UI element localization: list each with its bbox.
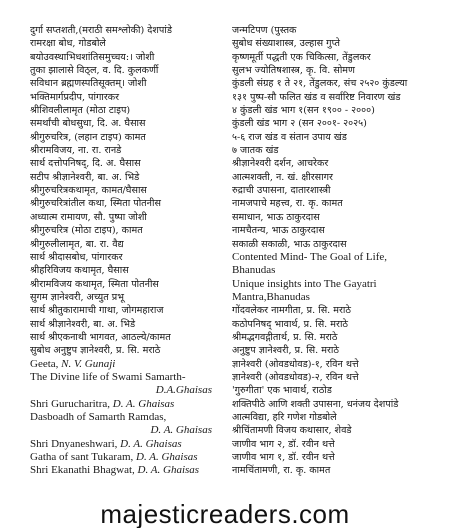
book-entry: ज्ञानेश्वरी (ओवडधोवड)-२, रविन थत्ते bbox=[232, 371, 359, 383]
book-entry: श्रीचिंतामणी विजय कथासार, शेवडे bbox=[232, 425, 352, 437]
book-entry: ५-६ राज खंड व संतान उपाय खंड bbox=[232, 131, 347, 143]
book-entry: Gatha of sant Tukaram, D. A. Ghaisas bbox=[30, 451, 198, 463]
book-entry: सटीप श्रीज्ञानेश्वरी, बा. अ. भिडे bbox=[30, 171, 140, 183]
book-entry: जाणीव भाग २, डॉ. रवीन थत्ते bbox=[232, 438, 335, 450]
right-column bbox=[232, 24, 444, 478]
book-entry: बयोउवस्थाभिधशांतिसमुच्चय:। जोशी bbox=[30, 51, 155, 63]
book-entry: कुंडली खंड भाग २ (सन २००१- २०२५) bbox=[232, 118, 367, 130]
book-entry: ४ कुंडली खंड भाग १(सन १९०० - २०००) bbox=[232, 105, 375, 117]
book-entry: श्रीरामविजय कथामृत, स्मिता पोतनीस bbox=[30, 278, 159, 290]
book-entry: Geeta, N. V. Gunaji bbox=[30, 357, 116, 370]
book-entry: जाणीव भाग १, डॉ. रवीन थत्ते bbox=[232, 452, 335, 463]
book-entry: समर्थांची बोधसुधा, दि. अ. घैसास bbox=[30, 118, 146, 130]
book-entry: श्रीज्ञानेश्वरी दर्शन, आचरेकर bbox=[232, 158, 329, 170]
book-entry: श्रीहरिविजय कथामृत, घैसास bbox=[30, 265, 129, 277]
book-entry: सार्थ श्रीतुकारामाची गाथा, जोगमहाराज bbox=[30, 305, 164, 317]
book-entry: Dasboadh of Samarth Ramdas, bbox=[30, 410, 167, 423]
book-entry: जन्मटिपण (पुस्तक bbox=[232, 25, 297, 36]
book-entry: नामचैतन्य, भाऊ ठाकुरदास bbox=[232, 225, 325, 237]
book-entry: सार्थ श्रीज्ञानेश्वरी, बा. अ. भिडे bbox=[30, 318, 136, 330]
book-entry: Mantra,Bhanudas bbox=[232, 290, 310, 303]
book-entry: श्रीगुरुचरित्रांतील कथा, स्मिता पोतनीस bbox=[30, 198, 161, 210]
book-entry: समाधान, भाऊ ठाकुरदास bbox=[232, 211, 320, 223]
book-entry: कृष्णमूर्ती पद्धती एक चिकित्सा, तेंडुलकर bbox=[232, 51, 371, 63]
book-entry: शक्तिपीठे आणि शक्ती उपासना, धनंजय देशपांडे bbox=[232, 398, 399, 410]
book-entry: सुगम ज्ञानेश्वरी, अच्युत प्रभू bbox=[30, 291, 124, 303]
book-entry: ज्ञानेश्वरी (ओवडधोवड)-१, रविन थत्ते bbox=[232, 358, 359, 370]
book-entry: रुद्राची उपासना, दातारशास्त्री bbox=[232, 185, 331, 197]
book-entry: श्रीमद्भगवद्गीतार्थ, प्र. सि. मराठे bbox=[232, 331, 338, 343]
book-entry: श्रीगुरुचरित्र, (लहान टाइप) कामत bbox=[30, 131, 146, 143]
book-entry: सार्थ दत्तोपनिषद्, दि. अ. घैसास bbox=[30, 158, 141, 170]
book-entry: श्रीगुरुलीलामृत, बा. रा. वैद्य bbox=[30, 238, 124, 250]
book-entry: सविधान ब्रह्मणस्पतिसूक्तम्। जोशी bbox=[30, 78, 147, 90]
book-entry: गोंदवलेकर नामगीता, प्र. सि. मराठे bbox=[232, 305, 351, 317]
book-entry: कुंडली संग्रह १ ते २१, तेंडुलकर, संच २५२० कुंडल्या bbox=[232, 78, 408, 90]
book-entry: सुबोध संख्याशास्त्र, उल्हास गुप्ते bbox=[232, 38, 341, 50]
book-entry: D.A.Ghaisas bbox=[155, 384, 212, 397]
book-entry: रामरक्षा बोध, गोडबोले bbox=[30, 38, 106, 50]
book-entry: ७ जातक खंड bbox=[232, 145, 279, 157]
book-entry: Shri Dnyaneshwari, D. A. Ghaisas bbox=[30, 437, 182, 450]
footer-website[interactable]: majesticreaders.com bbox=[100, 499, 350, 528]
book-entry: सकाळी सकाळी, भाऊ ठाकुरदास bbox=[232, 238, 347, 250]
book-entry: सुबोध अनुष्टुप ज्ञानेश्वरी, प्र. सि. मराठे bbox=[30, 345, 161, 357]
book-entry: 'गुरुगीता' एक भावार्थ, राठोड bbox=[232, 385, 332, 397]
book-entry: The Divine life of Swami Samarth- bbox=[30, 370, 186, 383]
book-entry: श्रीगुरुचरित्रकथामृत, कामत/घैसास bbox=[30, 185, 147, 197]
book-entry: नामचिंतामणी, रा. कृ. कामत bbox=[232, 465, 331, 477]
book-entry: अध्यात्म रामायण, सौ. पुष्पा जोशी bbox=[30, 211, 147, 223]
book-entry: Unique insights into The Gayatri bbox=[232, 277, 377, 290]
book-entry: अनुष्टुप ज्ञानेश्वरी, प्र. सि. मराठे bbox=[232, 345, 339, 357]
book-entry: सार्थ श्रीदासबोध, पांगारकर bbox=[30, 251, 123, 263]
book-entry: सार्थ श्रीएकनाथी भागवत, आठल्ये/कामत bbox=[30, 331, 171, 343]
book-entry: आत्मविद्या, हरि गणेश गोडबोले bbox=[232, 411, 337, 423]
book-entry: D. A. Ghaisas bbox=[150, 424, 212, 437]
book-entry: आत्मशक्ती, न. खं. क्षीरसागर bbox=[232, 171, 333, 183]
book-entry: कठोपनिषद् भावार्थ, प्र. सि. मराठे bbox=[232, 318, 348, 330]
left-column bbox=[30, 24, 220, 478]
book-entry: तुका झालासे विठ्ल, व. दि. कुलकर्णी bbox=[30, 65, 159, 77]
book-entry: दुर्गा सप्तशती,(मराठी समश्लोकी) देशपांडे bbox=[30, 25, 172, 36]
book-entry: सुलभ ज्योतिषशास्त्र, कृ. वि. सोमण bbox=[232, 65, 355, 77]
book-entry: श्रीशिवलीलामृत (मोठा टाइप) bbox=[30, 105, 131, 117]
book-entry: Contented Mind- The Goal of Life, bbox=[232, 250, 387, 263]
book-entry: भक्तिमार्गप्रदीप, पांगारकर bbox=[30, 91, 120, 103]
book-entry: नामजपाचे महत्त्व, रा. कृ. कामत bbox=[232, 198, 343, 210]
book-entry: Shri Gurucharitra, D. A. Ghaisas bbox=[30, 397, 175, 410]
book-entry: Bhanudas bbox=[232, 264, 276, 277]
book-entry: श्रीगुरुचरित्र (मोठा टाइप), कामत bbox=[30, 225, 143, 237]
book-entry: Shri Ekanathi Bhagwat, D. A. Ghaisas bbox=[30, 464, 200, 477]
book-entry: श्रीरामविजय, ना. रा. रानडे bbox=[30, 145, 122, 157]
book-entry: १३१ पुष्प-सौ फलित खंड व सर्वारिष्ट निवारण खंड bbox=[232, 91, 401, 103]
